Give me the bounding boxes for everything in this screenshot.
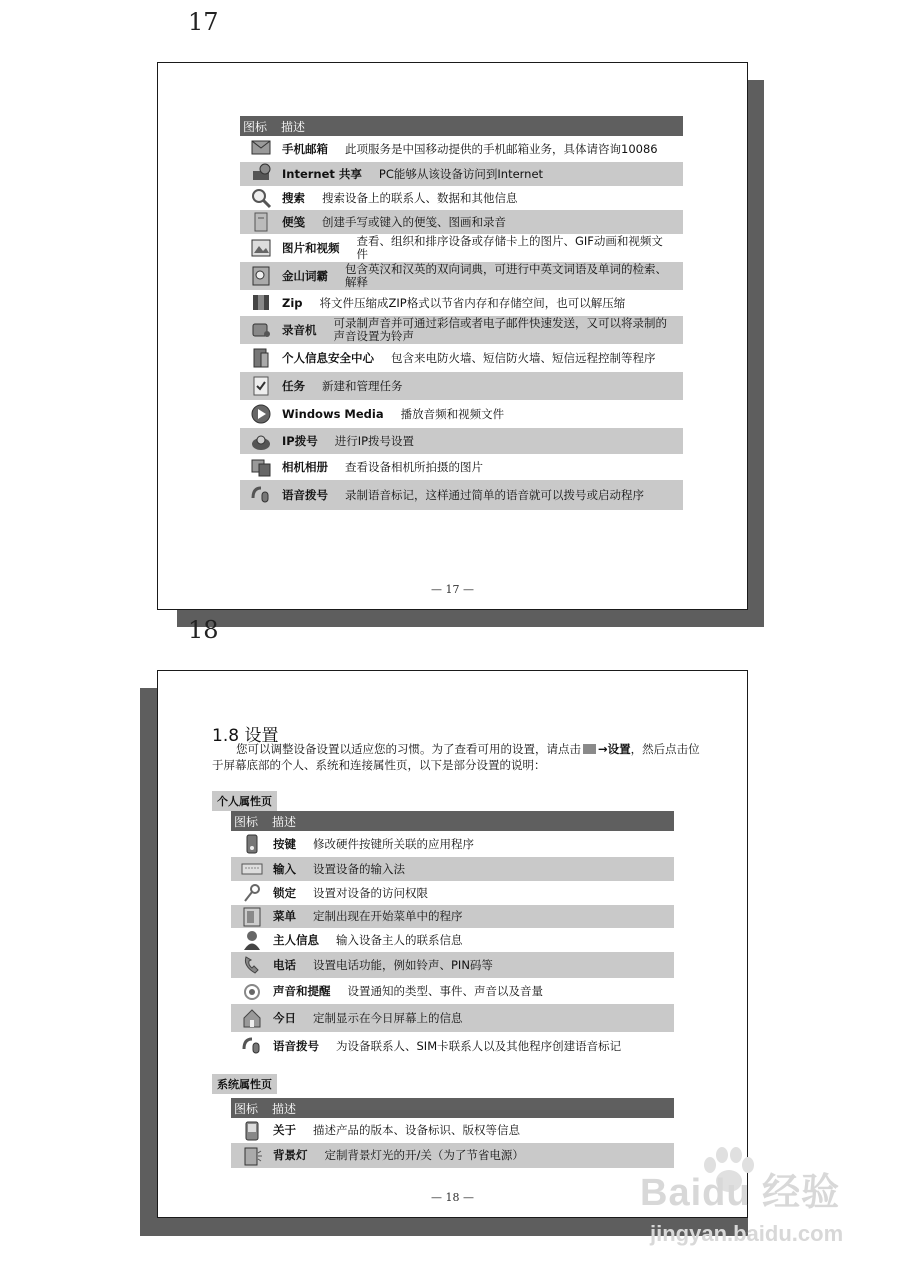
security-center-icon	[240, 347, 282, 369]
row-name: 主人信息	[273, 932, 319, 947]
table-row	[240, 234, 683, 262]
about-icon	[231, 1120, 273, 1142]
intro-text-before: 您可以调整设备设置以适应您的习惯。为了查看可用的设置，请点击	[236, 742, 581, 756]
row-description: 查看、组织和排序设备或存储卡上的图片、GIF动画和视频文件	[356, 234, 663, 261]
system-settings-table	[231, 1098, 674, 1168]
header-icon-col: 图标	[234, 1101, 259, 1116]
row-name: 菜单	[273, 909, 296, 923]
row-description: 为设备联系人、SIM卡联系人以及其他程序创建语音标记	[336, 1038, 622, 1053]
section-label-personal: 个人属性页	[212, 791, 277, 811]
table-row	[240, 136, 683, 162]
row-description: 描述产品的版本、设备标识、版权等信息	[313, 1123, 520, 1137]
mail-icon	[240, 138, 282, 160]
owner-icon	[231, 929, 273, 951]
table-row	[240, 428, 683, 454]
personal-settings-table	[231, 811, 674, 1060]
header-icon-col: 图标	[243, 119, 268, 134]
row-name: IP拨号	[282, 433, 318, 448]
row-name: 关于	[273, 1123, 296, 1137]
row-description: 修改硬件按键所关联的应用程序	[313, 836, 474, 851]
table-row	[240, 186, 683, 210]
table-row	[231, 1032, 674, 1060]
scan-page-number-bottom: 18	[188, 616, 219, 644]
table-row	[231, 952, 674, 978]
row-name: 金山词霸	[282, 268, 328, 283]
table-row	[231, 857, 674, 881]
row-name: 任务	[282, 378, 305, 393]
watermark-brand: Baidu 经验	[640, 1172, 841, 1214]
scan-page-number-top: 17	[188, 8, 219, 36]
row-description: 设置设备的输入法	[313, 861, 405, 876]
table-row	[240, 400, 683, 428]
key-icon	[231, 882, 273, 904]
row-name: 按键	[273, 836, 296, 851]
table-row	[231, 881, 674, 905]
page-footer: — 18 —	[431, 1191, 474, 1204]
row-name: 搜索	[282, 190, 305, 205]
row-name: 手机邮箱	[282, 141, 328, 156]
table-header	[240, 116, 683, 136]
row-name: 声音和提醒	[273, 983, 331, 998]
header-desc-col: 描述	[272, 1101, 297, 1116]
table-header	[231, 1098, 674, 1118]
sounds-icon	[231, 980, 273, 1002]
header-desc-col: 描述	[272, 814, 297, 829]
row-description: 播放音频和视频文件	[400, 406, 505, 421]
row-description: 进行IP拨号设置	[334, 433, 415, 448]
table-row	[231, 1004, 674, 1032]
header-desc-col: 描述	[281, 119, 306, 134]
row-name: 个人信息安全中心	[282, 350, 374, 365]
row-description: 查看设备相机所拍摄的图片	[345, 459, 483, 474]
tasks-icon	[240, 375, 282, 397]
row-name: 输入	[273, 861, 296, 876]
row-name: 今日	[273, 1010, 296, 1025]
pictures-icon	[240, 237, 282, 259]
section-heading: 1.8 设置	[212, 726, 279, 746]
apps-table	[240, 116, 683, 510]
today-icon	[231, 1007, 273, 1029]
intro-paragraph	[212, 741, 702, 773]
row-name: Windows Media	[282, 406, 384, 421]
page-footer: — 17 —	[431, 583, 474, 596]
menu-icon	[231, 906, 273, 928]
keyboard-icon	[231, 858, 273, 880]
row-description: 输入设备主人的联系信息	[336, 932, 463, 947]
magnifier-icon	[240, 187, 282, 209]
row-description: 可录制声音并可通过彩信或者电子邮件快速发送，又可以将录制的声音设置为铃声	[333, 316, 667, 343]
row-description: 设置电话功能，例如铃声、PIN码等	[313, 957, 493, 972]
table-row	[231, 1118, 674, 1143]
row-description: 将文件压缩成ZIP格式以节省内存和存储空间，也可以解压缩	[319, 295, 626, 310]
row-name: 锁定	[273, 885, 296, 900]
phone-icon	[231, 954, 273, 976]
table-header	[231, 811, 674, 831]
voice-dial-icon	[231, 1035, 273, 1057]
table-row	[240, 344, 683, 372]
row-name: 背景灯	[273, 1148, 308, 1162]
row-name: 电话	[273, 957, 296, 972]
row-name: 便笺	[282, 214, 305, 229]
start-menu-icon	[583, 744, 596, 754]
document-page-17	[157, 62, 748, 610]
table-row	[231, 831, 674, 857]
row-name: Zip	[282, 295, 303, 310]
row-description: 设置通知的类型、事件、声音以及音量	[347, 983, 543, 998]
document-page-18	[157, 670, 748, 1218]
row-description: 新建和管理任务	[322, 378, 403, 393]
notes-icon	[240, 211, 282, 233]
table-row	[240, 480, 683, 510]
row-name: 相机相册	[282, 459, 328, 474]
table-row	[240, 262, 683, 290]
row-description: PC能够从该设备访问到Internet	[378, 166, 544, 181]
row-description: 设置对设备的访问权限	[313, 885, 428, 900]
row-name: Internet 共享	[282, 166, 362, 181]
row-description: 包含英汉和汉英的双向词典，可进行中英文词语及单词的检索、解释	[345, 262, 667, 289]
table-row	[240, 210, 683, 234]
row-description: 录制语音标记，这样通过简单的语音就可以拨号或启动程序	[345, 487, 644, 502]
row-name: 语音拨号	[282, 487, 328, 502]
row-description: 此项服务是中国移动提供的手机邮箱业务，具体请咨询10086	[345, 141, 658, 156]
header-icon-col: 图标	[234, 814, 259, 829]
row-name: 录音机	[282, 322, 317, 337]
row-name: 图片和视频	[282, 240, 340, 255]
buttons-icon	[231, 833, 273, 855]
camera-album-icon	[240, 456, 282, 478]
table-row	[231, 1143, 674, 1168]
watermark-url: jingyan.baidu.com	[650, 1221, 844, 1246]
watermark	[640, 1145, 870, 1275]
recorder-icon	[240, 319, 282, 341]
voice-dial-icon	[240, 484, 282, 506]
row-name: 语音拨号	[273, 1038, 319, 1053]
zip-icon	[240, 292, 282, 314]
table-row	[240, 316, 683, 344]
row-description: 定制出现在开始菜单中的程序	[313, 909, 463, 923]
dictionary-icon	[240, 265, 282, 287]
row-description: 包含来电防火墙、短信防火墙、短信远程控制等程序	[391, 350, 656, 365]
table-row	[240, 290, 683, 316]
table-row	[231, 928, 674, 952]
row-description: 定制显示在今日屏幕上的信息	[313, 1010, 463, 1025]
table-row	[240, 372, 683, 400]
windows-media-icon	[240, 403, 282, 425]
ip-dial-icon	[240, 430, 282, 452]
table-row	[231, 905, 674, 928]
row-description: 创建手写或键入的便笺、图画和录音	[322, 214, 506, 229]
section-label-system: 系统属性页	[212, 1074, 277, 1094]
table-row	[240, 162, 683, 186]
row-description: 定制背景灯光的开/关（为了节省电源）	[324, 1148, 524, 1162]
intro-text-after: ，然后点击位于屏幕底部的个人、系统和连接属性页，以下是部分设置的说明：	[212, 742, 700, 772]
row-description: 搜索设备上的联系人、数据和其他信息	[322, 190, 518, 205]
backlight-icon	[231, 1145, 273, 1167]
table-body	[231, 831, 674, 1060]
internet-share-icon	[240, 163, 282, 185]
table-body	[240, 136, 683, 510]
table-row	[231, 978, 674, 1004]
intro-settings-link: →设置	[598, 742, 631, 756]
table-body	[231, 1118, 674, 1168]
table-row	[240, 454, 683, 480]
